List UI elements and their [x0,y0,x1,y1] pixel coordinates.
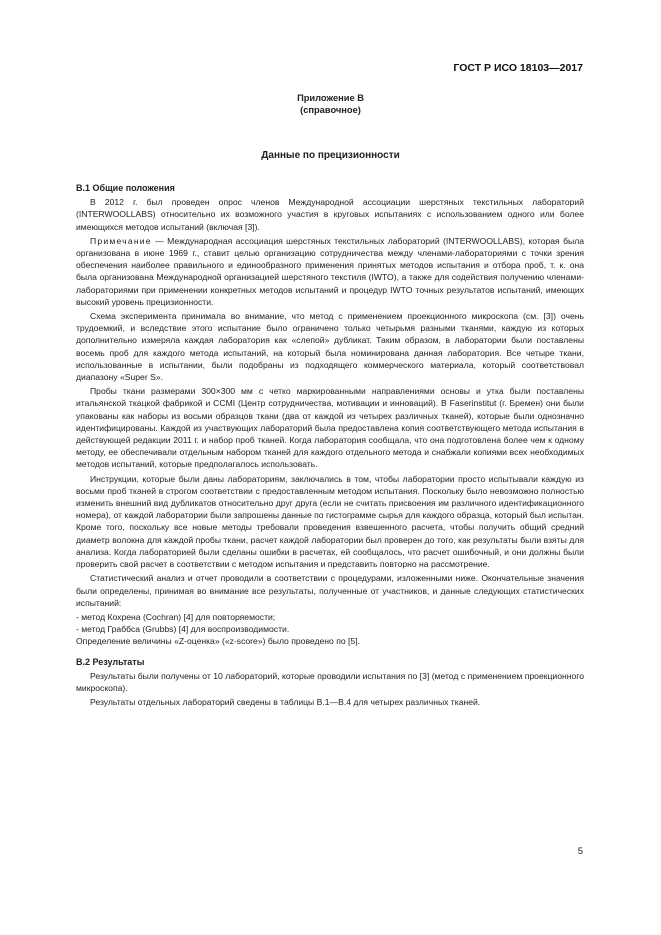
note-paragraph [76,235,584,308]
list-item: - метод Граббса (Grubbs) [4] для воспроизводимости. [76,624,290,635]
appendix-label: Приложение В [297,93,364,103]
appendix-type: (справочное) [300,105,361,115]
note-text: — Международная ассоциация шерстяных текстильных лабораторий (INTERWOOLLABS), которая была организована в июне 1969 г., ставит целью организацию сотрудничества между членами-лабораториями с точки зрения обеспечения наиболее правильного и единообразного применения принятых методов испытания и отбора проб, т. к. она была организована Международной организацией шерстяного текстиля (IWTO), а также для содействия получению членами-лабораториями при применении конкретных методов испытаний и процедур IWTO точных результатов испытаний, имеющих высокий уровень прецизионности. [76,235,584,307]
note-label: Примечание [90,235,152,246]
paragraph: Определение величины «Z-оценка» («z-score») было проведено по [5]. [76,636,360,647]
paragraph: Инструкции, которые были даны лабораториям, заключались в том, чтобы лаборатории просто испытывали каждую из восьми проб тканей в строгом соответствии с предоставленным методом испытания. Поскольку было невозможно полностью изменить внешний вид дубликатов относительно друг друга (если не считать присвоения им различного идентификационного номера), от каждой лаборатории были запрошены данные по гистограмме сырья для каждого образца, который был испытан. Кроме того, поскольку все новые методы требовали проведения взвешенного расчета, чтобы получить общий средний диаметр волокна для каждой пробы ткани, расчет каждой лаборатории был проверен до того, как результаты были взяты для анализа. Когда лабораторией были сделаны ошибки в расчетах, ей сообщалось, что расчет ошибочный, и они должны были проверить свой расчет в соответствии с методом испытания и представить повторно на рассмотрение. [76,473,584,570]
paragraph: В 2012 г. был проведен опрос членов Международной ассоциации шерстяных текстильных лабораторий (INTERWOOLLABS) относительно их возможного участия в круговых испытаниях с использованием одного или более имеющихся методов испытаний (включая [3]). [76,197,584,232]
paragraph: Пробы ткани размерами 300×300 мм с четко маркированными направлениями основы и утка были поставлены итальянской ткацкой фабрикой и CCMI (Центр сотрудничества, мотивации и инноваций). В Faserinstitut (г. Бремен) они были упакованы как наборы из восьми образцов ткани (два от каждой из четырех различных тканей), которые были однозначно идентифицированы. Каждой из участвующих лабораторий была предоставлена копия соответствующего метода испытания в действующей редакции 2011 г. и набор проб тканей. Когда лаборатория сообщала, что она подготовлена более чем к одному методу, ее обеспечивали отдельным набором тканей для каждого отдельного метода и снабжали копиями всех необходимых методов испытаний, которые предполагалось использовать. [76,386,584,470]
paragraph: Схема эксперимента принимала во внимание, что метод с применением проекционного микроскопа (см. [3]) очень трудоемкий, и вследствие этого испытание было ограничено только четырьмя разными тканями, каждую из которых дополнительно измеряла каждая лаборатория как «слепой» дубликат. Таким образом, в лаборатории были поставлены восемь проб для каждого метода испытаний, на который была номинирована данная лаборатория. Все четыре ткани, использованные в испытании, были подобраны из подходящего коммерческого материала, который соответствовал диапазону «Super S». [76,311,584,383]
paragraph: Результаты отдельных лабораторий сведены в таблицы В.1—В.4 для четырех различных тканей. [90,697,481,708]
page-number: 5 [577,846,583,857]
standard-number: ГОСТ Р ИСО 18103—2017 [453,62,583,74]
paragraph: Результаты были получены от 10 лабораторий, которые проводили испытания по [3] (метод с применением проекционного микроскопа). [76,670,584,693]
paragraph: Статистический анализ и отчет проводили в соответствии с процедурами, изложенными ниже. Окончательные значения были определены, принимая во внимание все результаты, полученные от участников, и данные следующих статистических испытаний: [76,573,584,608]
section-heading-b1: В.1 Общие положения [76,183,175,193]
list-item: - метод Кохрена (Cochran) [4] для повторяемости; [76,611,276,622]
appendix-heading [0,92,661,116]
page-title: Данные по прецизионности [261,150,400,161]
document-body [76,182,584,710]
section-heading-b2: В.2 Результаты [76,656,145,667]
